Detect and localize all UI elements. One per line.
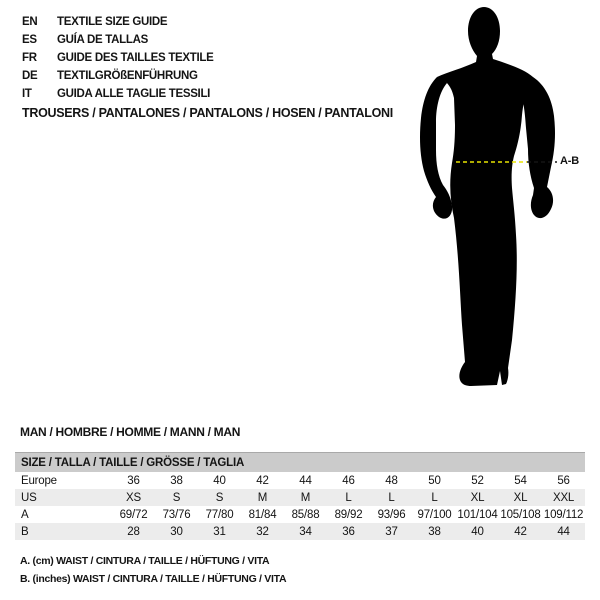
size-cell: 93/96 <box>377 508 406 521</box>
size-cell: 44 <box>299 474 312 487</box>
measure-footnotes <box>20 552 286 588</box>
size-cell: XXL <box>552 491 575 504</box>
section-title-man: MAN / HOMBRE / HOMME / MANN / MAN <box>20 425 241 439</box>
measure-label-ab: A-B <box>560 155 579 167</box>
size-chart-header: SIZE / TALLA / TAILLE / GRÖSSE / TAGLIA <box>15 453 585 473</box>
table-row-europe <box>15 472 585 489</box>
size-cell: 52 <box>471 474 484 487</box>
language-title-list <box>22 13 214 103</box>
row-label: B <box>21 525 29 538</box>
language-title: GUÍA DE TALLAS <box>57 34 148 46</box>
row-label: A <box>21 508 29 521</box>
size-cell: 28 <box>127 525 140 538</box>
man-left-arm <box>420 77 452 219</box>
size-cell: 38 <box>170 474 183 487</box>
language-row-de <box>22 67 214 85</box>
language-title: GUIDA ALLE TAGLIE TESSILI <box>57 88 211 100</box>
size-cell: S <box>172 491 181 504</box>
footnote-b: B. (inches) WAIST / CINTURA / TAILLE / HÜFTUNG / VITA <box>20 573 287 585</box>
language-code: ES <box>22 34 37 46</box>
size-cell: XL <box>513 491 528 504</box>
language-code: EN <box>22 16 38 28</box>
size-cell: 42 <box>256 474 269 487</box>
size-cell: 97/100 <box>417 508 452 521</box>
size-cell: 101/104 <box>457 508 498 521</box>
size-cell: 37 <box>385 525 398 538</box>
size-cell: XL <box>470 491 485 504</box>
language-code: FR <box>22 52 37 64</box>
language-title: TEXTILE SIZE GUIDE <box>57 16 168 28</box>
size-cell: 109/112 <box>543 508 584 521</box>
language-code: IT <box>22 88 32 100</box>
size-cell: 42 <box>514 525 527 538</box>
language-row-fr <box>22 49 214 67</box>
size-chart-table <box>15 452 585 540</box>
man-right-arm <box>518 77 555 218</box>
language-row-it <box>22 85 214 103</box>
size-cell: 48 <box>385 474 398 487</box>
row-label: US <box>21 491 37 504</box>
size-cell: 30 <box>170 525 183 538</box>
row-label: Europe <box>21 474 57 487</box>
size-chart-header-row <box>15 453 585 473</box>
size-cell: 34 <box>299 525 312 538</box>
size-cell: 40 <box>213 474 226 487</box>
size-cell: 81/84 <box>248 508 277 521</box>
language-title: GUIDE DES TAILLES TEXTILE <box>57 52 214 64</box>
language-code: DE <box>22 70 38 82</box>
size-cell: 50 <box>428 474 441 487</box>
size-cell: 77/80 <box>205 508 234 521</box>
size-cell: M <box>300 491 311 504</box>
table-row-b <box>15 523 585 540</box>
language-title: TEXTILGRÖßENFÜHRUNG <box>57 70 198 82</box>
man-silhouette-figure <box>400 0 600 430</box>
size-cell: 85/88 <box>291 508 320 521</box>
size-cell: L <box>345 491 352 504</box>
table-row-us <box>15 489 585 506</box>
size-cell: L <box>431 491 438 504</box>
language-row-es <box>22 31 214 49</box>
size-cell: 56 <box>557 474 570 487</box>
language-row-en <box>22 13 214 31</box>
size-cell: 73/76 <box>162 508 191 521</box>
size-cell: 46 <box>342 474 355 487</box>
size-cell: 44 <box>557 525 570 538</box>
size-cell: 32 <box>256 525 269 538</box>
size-cell: 36 <box>342 525 355 538</box>
table-row-a <box>15 506 585 523</box>
size-cell: 36 <box>127 474 140 487</box>
size-cell: S <box>215 491 224 504</box>
size-cell: M <box>257 491 268 504</box>
man-silhouette <box>437 7 533 386</box>
size-cell: 38 <box>428 525 441 538</box>
size-cell: XS <box>126 491 141 504</box>
man-silhouette-svg <box>400 0 600 430</box>
size-cell: 31 <box>213 525 226 538</box>
product-category-line: TROUSERS / PANTALONES / PANTALONS / HOSEN / PANTALONI <box>22 106 393 120</box>
size-cell: 89/92 <box>334 508 363 521</box>
footnote-a: A. (cm) WAIST / CINTURA / TAILLE / HÜFTUNG / VITA <box>20 555 270 567</box>
size-cell: 40 <box>471 525 484 538</box>
size-cell: 54 <box>514 474 527 487</box>
size-cell: 105/108 <box>500 508 541 521</box>
size-cell: L <box>388 491 395 504</box>
size-cell: 69/72 <box>119 508 148 521</box>
